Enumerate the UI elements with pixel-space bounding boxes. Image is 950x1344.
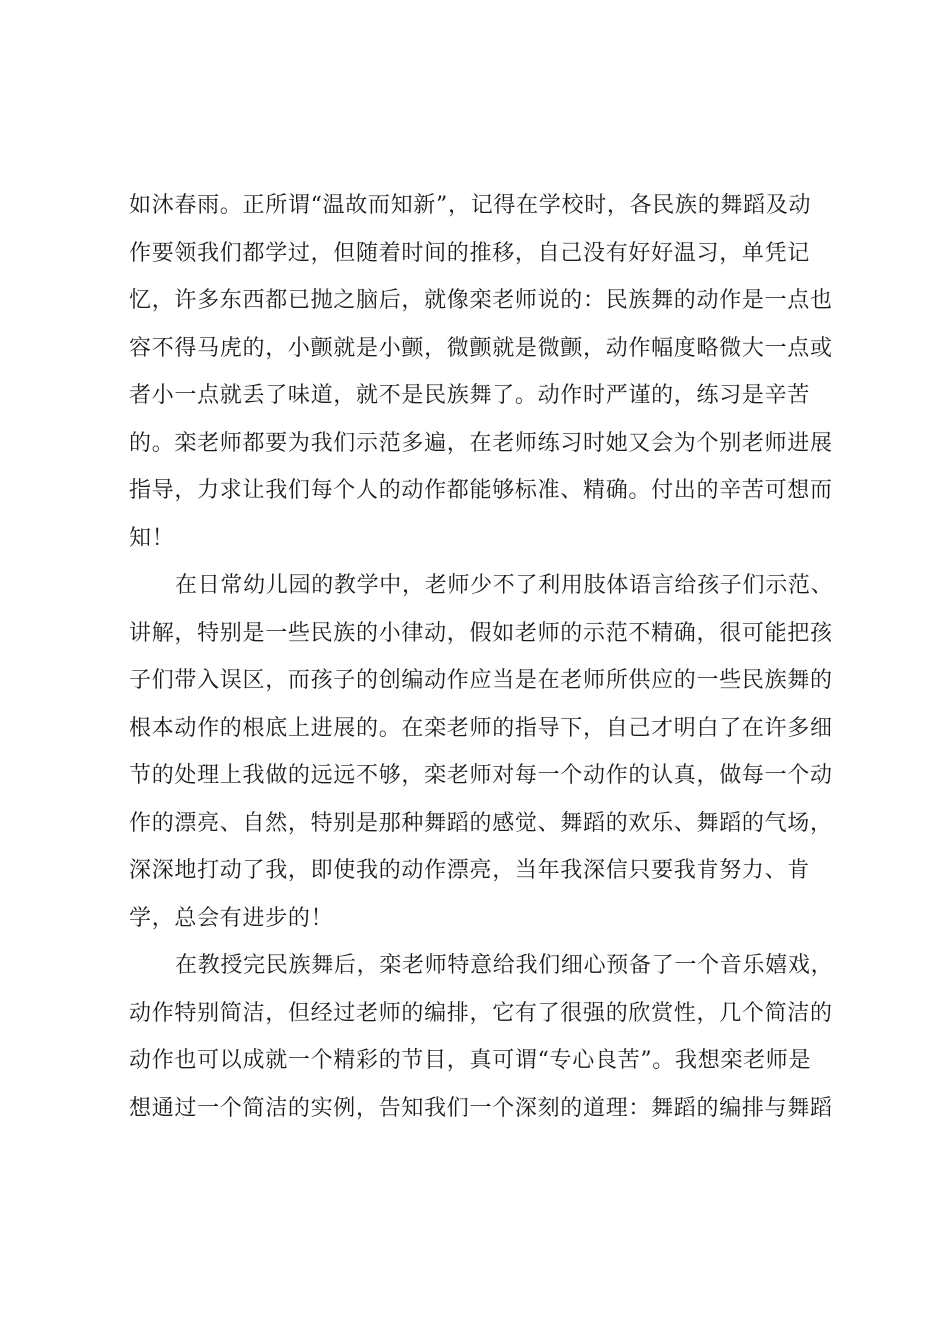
text-line: 如沐春雨。正所谓“温故而知新”，记得在学校时，各民族的舞蹈及动 <box>129 193 812 218</box>
text-line: 动作也可以成就一个精彩的节目，真可谓“专心良苦”。我想栾老师是 <box>129 1048 812 1073</box>
document-body <box>129 182 833 1132</box>
paragraph-2 <box>129 562 833 942</box>
text-line: 知！ <box>129 525 175 551</box>
text-line: 忆，许多东西都已抛之脑后，就像栾老师说的：民族舞的动作是一点也 <box>129 288 833 313</box>
text-line: 学，总会有进步的！ <box>129 905 334 931</box>
text-line: 作的漂亮、自然，特别是那种舞蹈的感觉、舞蹈的欢乐、舞蹈的气场， <box>129 810 833 836</box>
text-line: 深深地打动了我，即使我的动作漂亮，当年我深信只要我肯努力、肯 <box>129 858 811 883</box>
text-line: 指导，力求让我们每个人的动作都能够标准、精确。付出的辛苦可想而 <box>129 478 833 503</box>
paragraph-1 <box>129 182 833 562</box>
text-line: 容不得马虎的，小颤就是小颤，微颤就是微颤，动作幅度略微大一点或 <box>129 335 833 361</box>
text-line: 者小一点就丢了味道，就不是民族舞了。动作时严谨的，练习是辛苦 <box>129 383 811 408</box>
text-line: 在教授完民族舞后，栾老师特意给我们细心预备了一个音乐嬉戏， <box>175 953 834 978</box>
text-line: 的。栾老师都要为我们示范多遍，在老师练习时她又会为个别老师进展 <box>129 430 833 456</box>
paragraph-3 <box>129 942 833 1132</box>
text-line: 在日常幼儿园的教学中，老师少不了利用肢体语言给孩子们示范、 <box>175 573 834 598</box>
text-line: 节的处理上我做的远远不够，栾老师对每一个动作的认真，做每一个动 <box>129 763 833 788</box>
text-line: 动作特别简洁，但经过老师的编排，它有了很强的欣赏性，几个简洁的 <box>129 1000 833 1026</box>
text-line: 想通过一个简洁的实例，告知我们一个深刻的道理：舞蹈的编排与舞蹈 <box>129 1095 833 1121</box>
text-line: 作要领我们都学过，但随着时间的推移，自己没有好好温习，单凭记 <box>129 240 811 266</box>
text-line: 讲解，特别是一些民族的小律动，假如老师的示范不精确，很可能把孩 <box>129 620 833 646</box>
text-line: 根本动作的根底上进展的。在栾老师的指导下，自己才明白了在许多细 <box>129 715 833 741</box>
text-line: 子们带入误区，而孩子的创编动作应当是在老师所供应的一些民族舞的 <box>129 668 833 693</box>
